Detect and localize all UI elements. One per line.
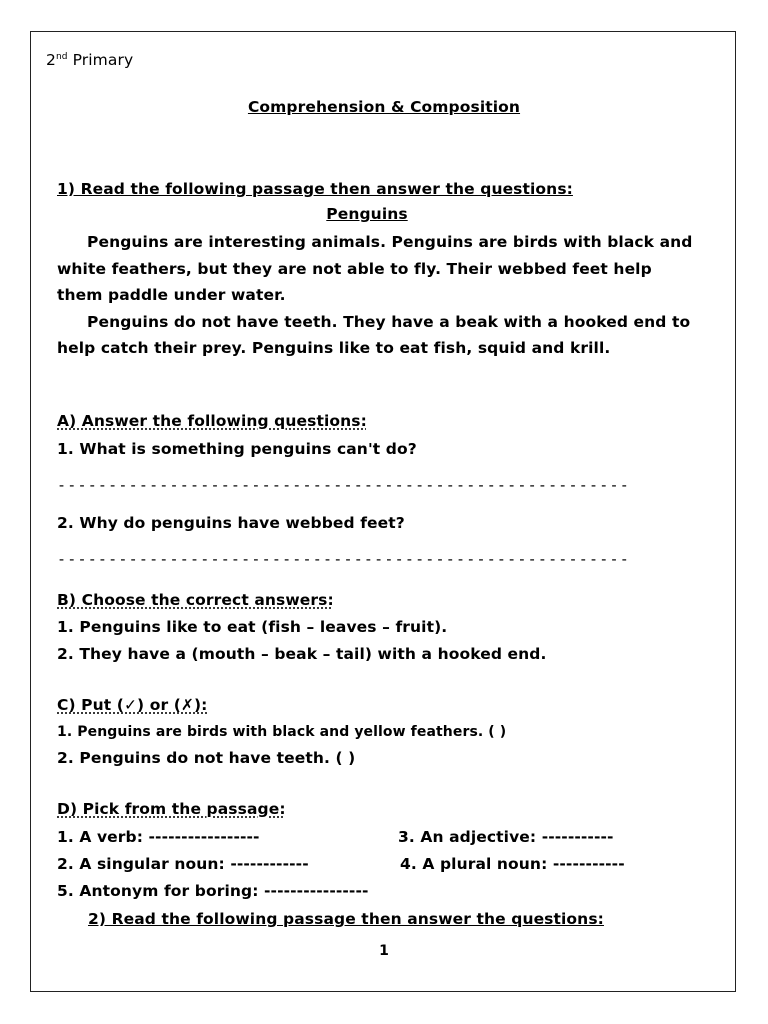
- answer-line-1[interactable]: --------------------------------------------------------: [57, 476, 630, 494]
- part-b-question-2: 2. They have a (mouth – beak – tail) with a hooked end.: [57, 645, 547, 663]
- part-d-heading: D) Pick from the passage:: [57, 800, 286, 818]
- passage-line-1: Penguins are interesting animals. Penguins are birds with black and: [87, 233, 693, 251]
- part-a-question-1: 1. What is something penguins can't do?: [57, 440, 417, 458]
- part-c-question-2: 2. Penguins do not have teeth. ( ): [57, 749, 356, 767]
- page-title: Comprehension & Composition: [247, 98, 521, 116]
- passage-line-4: Penguins do not have teeth. They have a beak with a hooked end to: [87, 313, 691, 331]
- page-border: [30, 31, 736, 992]
- section1-instruction: 1) Read the following passage then answer the questions:: [57, 180, 573, 198]
- part-a-question-2: 2. Why do penguins have webbed feet?: [57, 514, 405, 532]
- part-b-heading: B) Choose the correct answers:: [57, 591, 334, 609]
- passage-line-3: them paddle under water.: [57, 286, 286, 304]
- part-b-question-1: 1. Penguins like to eat (fish – leaves – fruit).: [57, 618, 448, 636]
- part-d-item-2: 2. A singular noun: ------------: [57, 855, 309, 873]
- part-d-item-5: 5. Antonym for boring: ----------------: [57, 882, 369, 900]
- part-c-question-1: 1. Penguins are birds with black and yellow feathers. ( ): [57, 724, 507, 740]
- page-number: 1: [379, 943, 389, 959]
- part-d-item-4: 4. A plural noun: -----------: [400, 855, 625, 873]
- part-a-heading: A) Answer the following questions:: [57, 412, 367, 430]
- passage-line-5: help catch their prey. Penguins like to eat fish, squid and krill.: [57, 339, 611, 357]
- part-d-item-3: 3. An adjective: -----------: [398, 828, 614, 846]
- passage-title: Penguins: [326, 205, 408, 223]
- grade-label: 2nd Primary: [46, 51, 134, 69]
- passage-line-2: white feathers, but they are not able to fly. Their webbed feet help: [57, 260, 652, 278]
- section2-instruction: 2) Read the following passage then answer the questions:: [88, 910, 604, 928]
- part-d-item-1: 1. A verb: -----------------: [57, 828, 260, 846]
- answer-line-2[interactable]: --------------------------------------------------------: [57, 550, 630, 568]
- part-c-heading: C) Put (✓) or (✗):: [57, 696, 208, 714]
